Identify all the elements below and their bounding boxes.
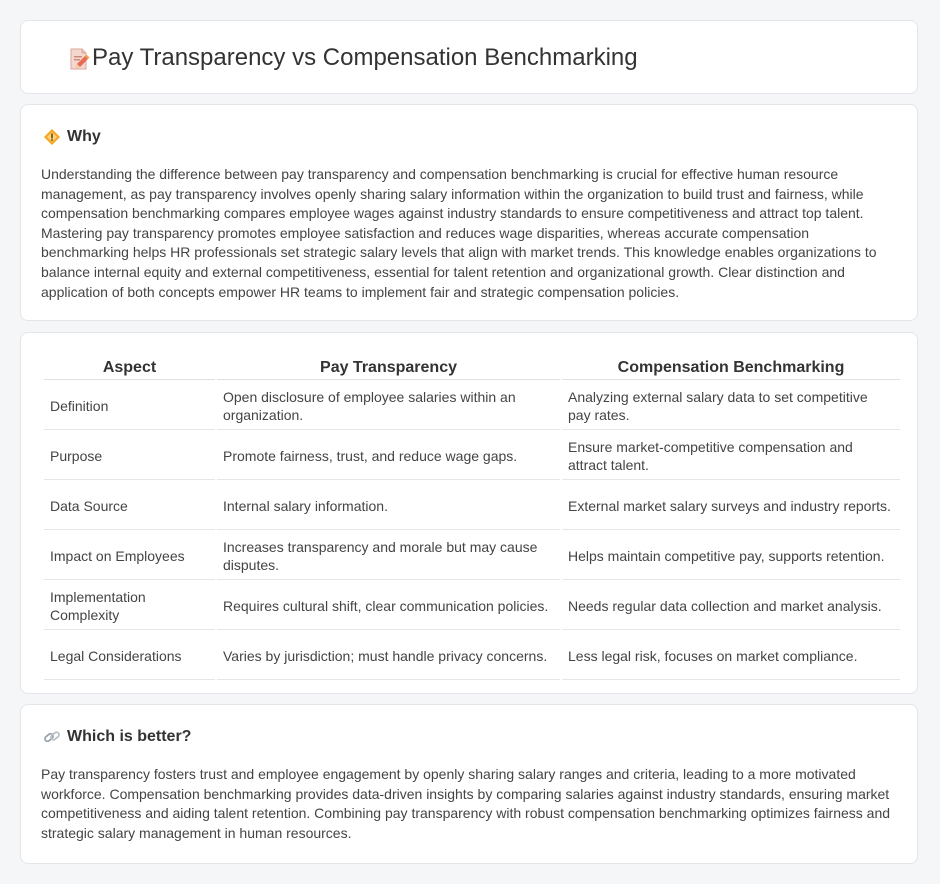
why-heading-row [43, 127, 101, 147]
pay-transparency-cell: Increases transparency and morale but may cause disputes. [217, 532, 560, 580]
table-row [44, 532, 900, 580]
compensation-benchmarking-cell: Less legal risk, focuses on market compliance. [562, 632, 900, 680]
table-header-row [44, 355, 900, 380]
pay-transparency-cell: Requires cultural shift, clear communication policies. [217, 582, 560, 630]
better-heading-row [43, 727, 191, 747]
warning-diamond-icon [43, 128, 61, 146]
page-title: Pay Transparency vs Compensation Benchmarking [92, 44, 638, 71]
aspect-cell: Data Source [44, 482, 215, 530]
why-text: Understanding the difference between pay transparency and compensation benchmarking is crucial for effective human resource management, as pay transparency involves openly sharing salary information within the organization to build trust and fairness, while compensation benchmarking compares employee wages against industry standards to ensure competitiveness and attract top talent. Mastering pay transparency promotes employee satisfaction and reduces wage disparities, whereas accurate compensation benchmarking helps HR professionals set strategic salary levels that align with market trends. This knowledge enables organizations to balance internal equity and external competitiveness, essential for talent retention and organizational growth. Clear distinction and application of both concepts empower HR teams to implement fair and strategic compensation policies. [41, 166, 877, 300]
pay-transparency-cell: Varies by jurisdiction; must handle privacy concerns. [217, 632, 560, 680]
better-heading: Which is better? [67, 728, 192, 745]
pay-transparency-cell: Internal salary information. [217, 482, 560, 530]
why-section [20, 104, 918, 321]
compensation-benchmarking-cell: Analyzing external salary data to set competitive pay rates. [562, 382, 900, 430]
table-row [44, 432, 900, 480]
better-text: Pay transparency fosters trust and employee engagement by openly sharing salary ranges and criteria, leading to a more motivated workforce. Compensation benchmarking provides data-driven insights by comparing salaries against industry standards, ensuring market competitiveness and aiding talent retention. Combining pay transparency with robust compensation benchmarking optimizes fairness and strategic salary management in human resources. [41, 766, 891, 841]
table-row [44, 482, 900, 530]
link-icon [43, 728, 61, 746]
pay-transparency-cell: Open disclosure of employee salaries within an organization. [217, 382, 560, 430]
comparison-card [20, 332, 918, 694]
which-is-better-section [20, 704, 918, 864]
aspect-cell: Purpose [44, 432, 215, 480]
aspect-cell: Impact on Employees [44, 532, 215, 580]
aspect-cell: Legal Considerations [44, 632, 215, 680]
title-card [20, 20, 918, 94]
column-header-compensation-benchmarking: Compensation Benchmarking [562, 355, 900, 380]
column-header-aspect: Aspect [44, 355, 215, 380]
table-row [44, 632, 900, 680]
compensation-benchmarking-cell: External market salary surveys and industry reports. [562, 482, 900, 530]
table-row [44, 582, 900, 630]
compensation-benchmarking-cell: Needs regular data collection and market analysis. [562, 582, 900, 630]
table-row [44, 382, 900, 430]
document-pencil-icon [67, 47, 91, 71]
compensation-benchmarking-cell: Helps maintain competitive pay, supports retention. [562, 532, 900, 580]
pay-transparency-cell: Promote fairness, trust, and reduce wage gaps. [217, 432, 560, 480]
compensation-benchmarking-cell: Ensure market-competitive compensation and attract talent. [562, 432, 900, 480]
why-heading: Why [67, 128, 101, 145]
aspect-cell: Implementation Complexity [44, 582, 215, 630]
comparison-table [42, 353, 902, 682]
column-header-pay-transparency: Pay Transparency [217, 355, 560, 380]
aspect-cell: Definition [44, 382, 215, 430]
